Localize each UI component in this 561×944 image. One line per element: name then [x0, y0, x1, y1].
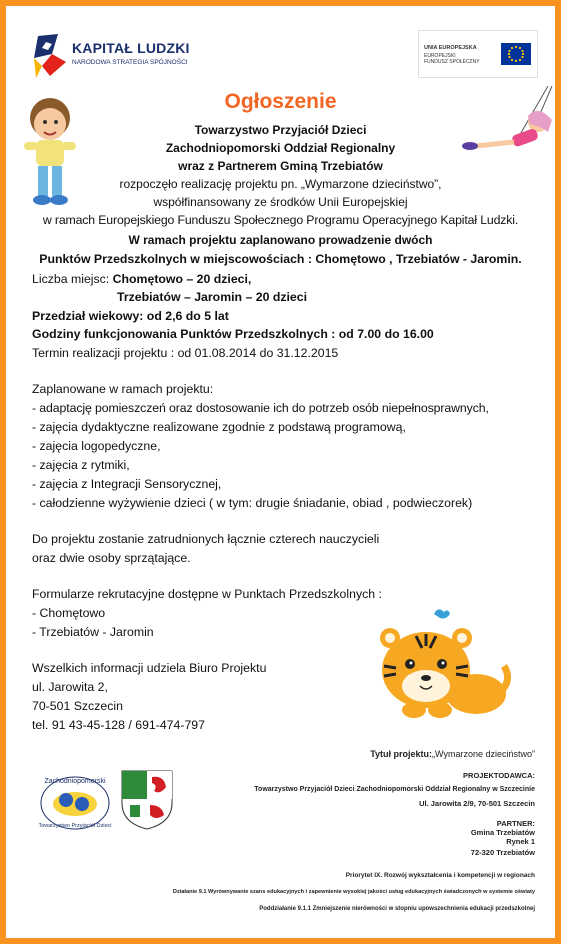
planned-item: - adaptację pomieszczeń oraz dostosowanie ich do potrzeb osób niepełnosprawnych,: [32, 401, 489, 415]
forms-item: - Trzebiatów - Jaromin: [32, 625, 154, 639]
partner-street: Rynek 1: [506, 837, 535, 846]
poster: [6, 6, 555, 938]
intro-line-3: wraz z Partnerem Gminą Trzebiatów: [178, 159, 383, 173]
tiger-illustration: [376, 606, 516, 726]
forms-item: - Chomętowo: [32, 606, 106, 620]
page-title: Ogłoszenie: [224, 90, 337, 113]
places-first: [32, 272, 251, 286]
contact-line-2: ul. Jarowita 2,: [32, 680, 108, 694]
age-range: Przedział wiekowy: od 2,6 do 5 lat: [32, 309, 229, 323]
planned-item: - całodzienne wyżywienie dzieci ( w tym: drugie śniadanie, obiad , podwieczorek): [32, 496, 473, 510]
working-hours: Godziny funkcjonowania Punktów Przedszkolnych : od 7.00 do 16.00: [32, 327, 434, 341]
planned-heading: Zaplanowane w ramach projektu:: [32, 382, 214, 396]
intro-line-6: w ramach Europejskiego Funduszu Społecznego Programu Operacyjnego Kapitał Ludzki.: [42, 213, 519, 227]
intro-line-8: Punktów Przedszkolnych w miejscowościach : Chomętowo , Trzebiatów - Jaromin.: [39, 252, 522, 266]
places-first-value: Chomętowo – 20 dzieci,: [112, 272, 252, 286]
staff-line-1: Do projektu zostanie zatrudnionych łącznie czterech nauczycieli: [32, 532, 380, 546]
contact-line-4: tel. 91 43-45-128 / 691-474-797: [32, 718, 205, 732]
tpd-logo-text2: Towarzystwo Przyjaciół Dzieci: [38, 823, 112, 829]
partner-name: Gmina Trzebiatów: [470, 828, 535, 837]
planned-item: - zajęcia z rytmiki,: [32, 458, 130, 472]
kapital-ludzki-title: KAPITAŁ LUDZKI: [72, 40, 190, 56]
intro-line-5: współfinansowany ze środków Unii Europejskiej: [153, 195, 408, 209]
eu-logo-line2: EUROPEJSKI: [424, 53, 456, 59]
project-title-value: „Wymarzone dzieciństwo”: [432, 749, 535, 759]
kapital-ludzki-subtitle: NARODOWA STRATEGIA SPÓJNOŚCI: [72, 59, 188, 66]
intro-line-4: rozpoczęło realizację projektu pn. „Wymarzone dzieciństwo”,: [119, 177, 442, 191]
tpd-logo-text: Zachodniopomorski: [44, 778, 106, 785]
applicant-name: Towarzystwo Przyjaciół Dzieci Zachodniopomorski Oddział Regionalny w Szczecinie: [254, 786, 535, 793]
kapital-ludzki-emblem-icon: [32, 32, 68, 80]
contact-line-1: Wszelkich informacji udziela Biuro Projektu: [32, 661, 267, 675]
partner-label: PARTNER:: [496, 819, 535, 828]
planned-item: - zajęcia z Integracji Sensorycznej,: [32, 477, 222, 491]
intro-line-1: Towarzystwo Przyjaciół Dzieci: [194, 123, 367, 137]
forms-heading: Formularze rekrutacyjne dostępne w Punktach Przedszkolnych :: [32, 587, 382, 601]
action-line: Działanie 9.1 Wyrównywanie szans edukacyjnych i zapewnienie wysokiej jakości usług edukacyjnych świadczonych w systemie oświaty: [172, 889, 535, 895]
bird-icon: [434, 609, 450, 618]
kapital-ludzki-logo: [32, 32, 202, 84]
eu-logo-line3: FUNDUSZ SPOŁECZNY: [424, 59, 480, 65]
planned-item: - zajęcia dydaktyczne realizowane zgodnie z podstawą programową,: [32, 420, 406, 434]
project-title-line: [370, 749, 535, 759]
places-label: Liczba miejsc:: [32, 272, 113, 286]
priority-line: Priorytet IX. Rozwój wykształcenia i kompetencji w regionach: [345, 872, 535, 879]
applicant-address: Ul. Jarowita 2/9, 70-501 Szczecin: [419, 799, 535, 808]
project-term: Termin realizacji projektu : od 01.08.2014 do 31.12.2015: [32, 346, 339, 360]
eu-logo: [418, 30, 538, 78]
project-title-label: Tytuł projektu:: [370, 749, 433, 759]
intro-line-7: W ramach projektu zaplanowano prowadzenie dwóch: [128, 233, 433, 247]
contact-line-3: 70-501 Szczecin: [32, 699, 123, 713]
planned-item: - zajęcia logopedyczne,: [32, 439, 161, 453]
eu-logo-line1: UNIA EUROPEJSKA: [424, 45, 477, 51]
intro-line-2: Zachodniopomorski Oddział Regionalny: [165, 141, 396, 155]
subaction-line: Poddziałanie 9.1.1 Zmniejszenie nierówności w stopniu upowszechnienia edukacji przedszkolnej: [259, 906, 535, 912]
tpd-logo: [36, 774, 114, 832]
staff-line-2: oraz dwie osoby sprzątające.: [32, 551, 191, 565]
applicant-label: PROJEKTODAWCA:: [463, 771, 535, 780]
trzebiatow-coat-of-arms-icon: [120, 769, 174, 831]
eu-flag-icon: [501, 43, 531, 65]
places-second-value: Trzebiatów – Jaromin – 20 dzieci: [117, 290, 307, 304]
partner-city: 72-320 Trzebiatów: [470, 848, 535, 857]
